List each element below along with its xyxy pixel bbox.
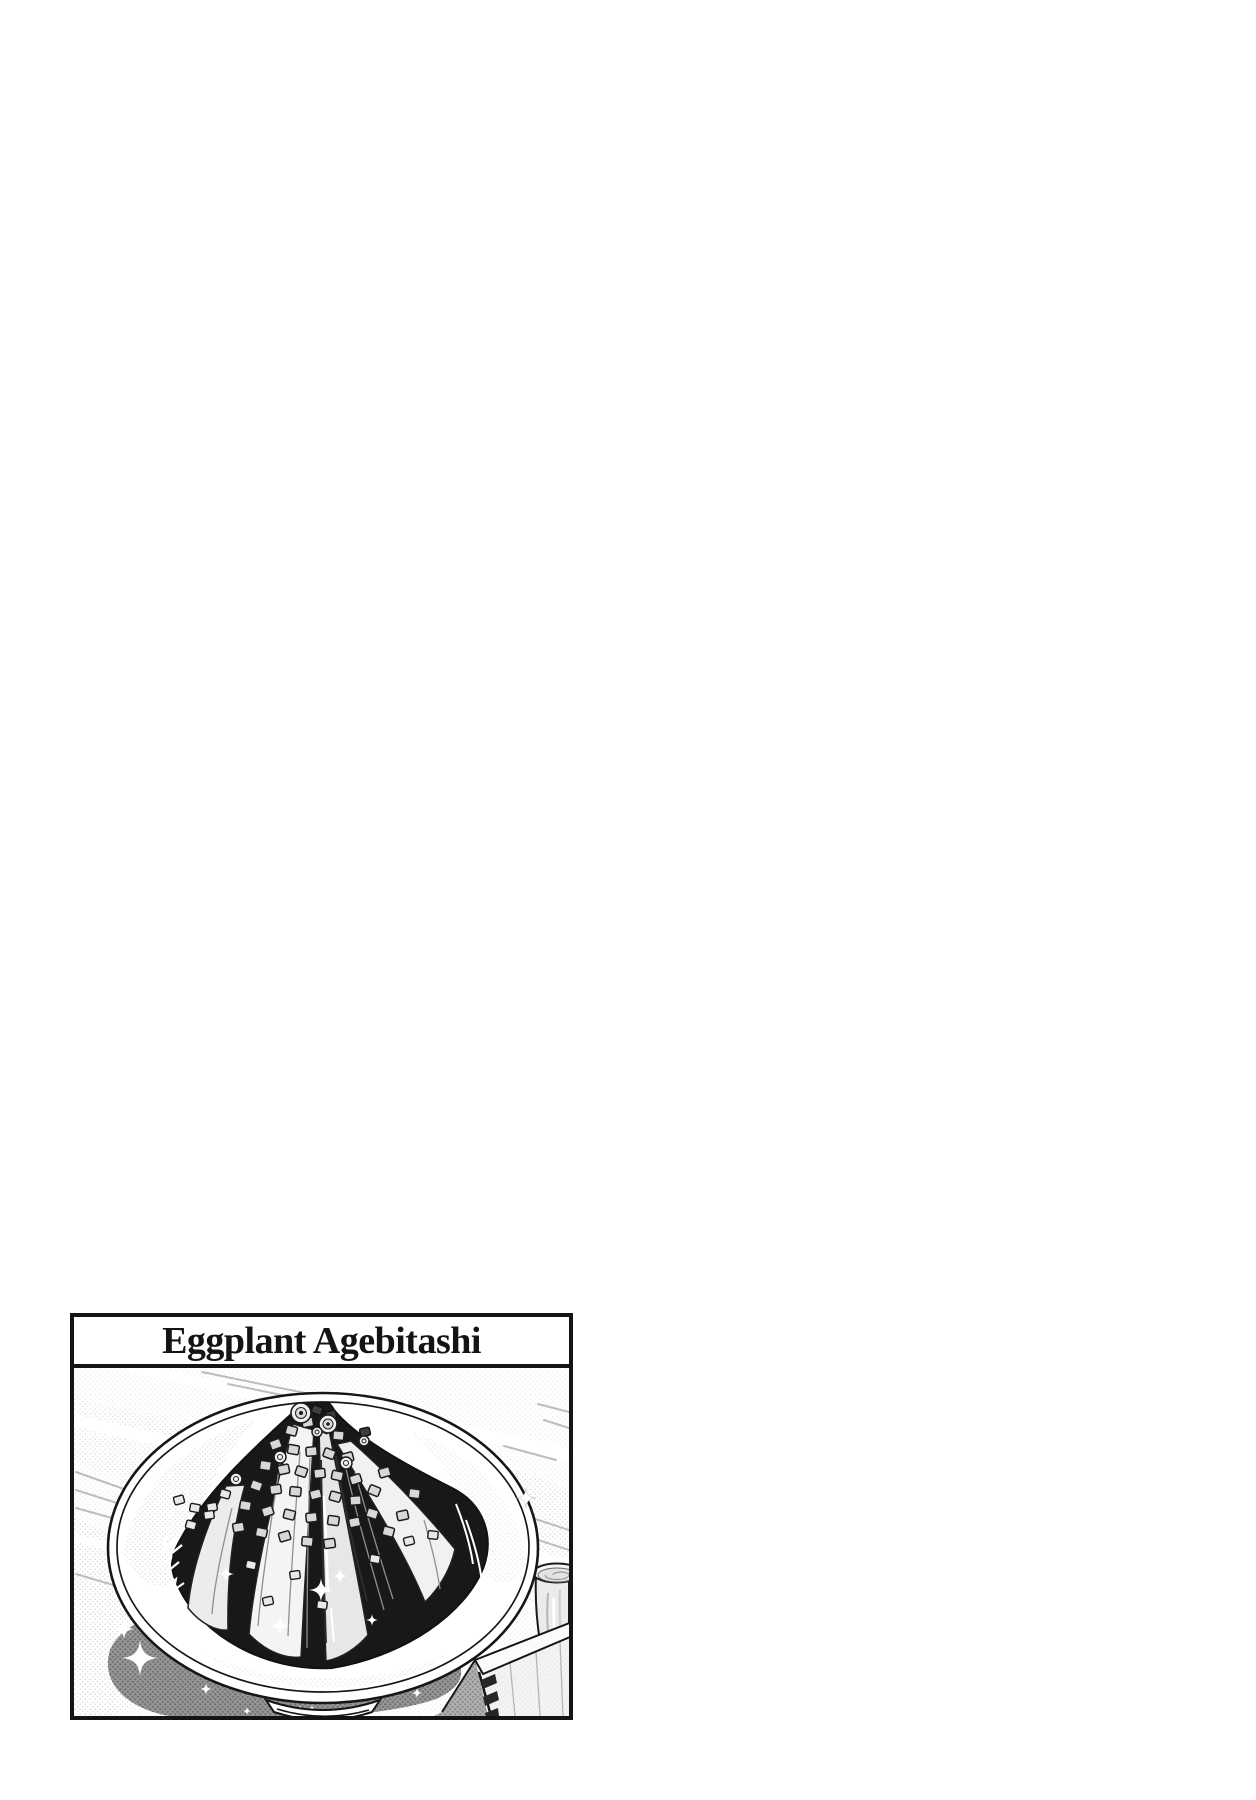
recipe-panel <box>70 1313 573 1720</box>
panel-title: Eggplant Agebitashi <box>162 1319 481 1362</box>
dish-illustration <box>74 1368 569 1716</box>
panel-title-box <box>74 1317 569 1368</box>
panel-art <box>74 1368 569 1716</box>
